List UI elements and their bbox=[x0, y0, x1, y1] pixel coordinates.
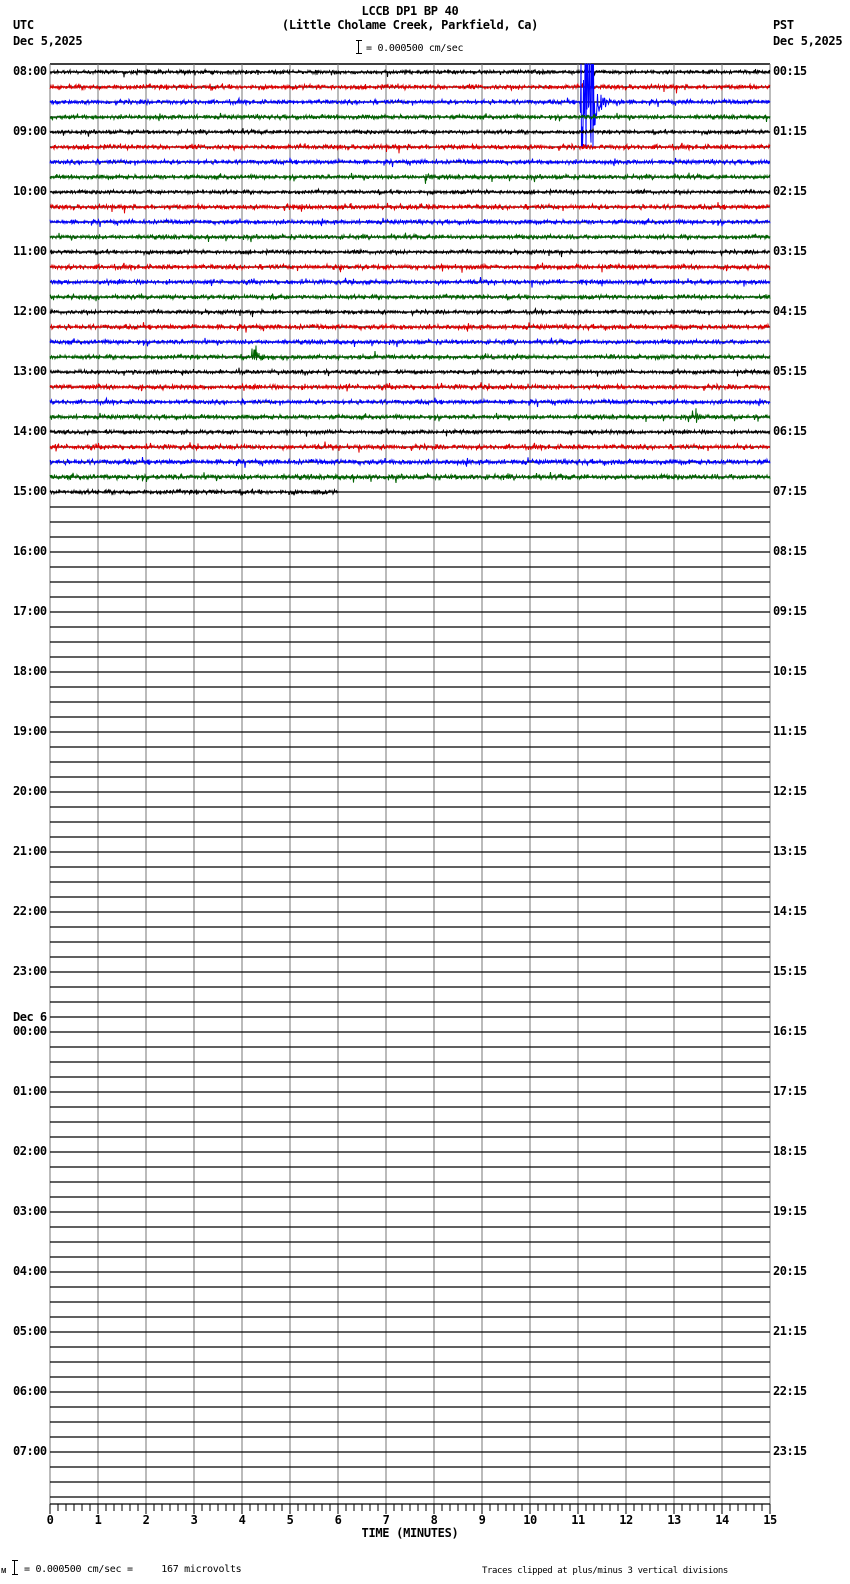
seismic-trace-row-1 bbox=[50, 83, 770, 93]
x-tick-label: 2 bbox=[142, 1513, 150, 1527]
left-time-label: 22:00 bbox=[13, 904, 47, 918]
right-time-label: 22:15 bbox=[773, 1384, 807, 1398]
right-date: Dec 5,2025 bbox=[773, 34, 843, 48]
right-time-label: 16:15 bbox=[773, 1024, 807, 1038]
left-time-label: 23:00 bbox=[13, 964, 47, 978]
x-tick-label: 7 bbox=[382, 1513, 390, 1527]
right-time-label: 12:15 bbox=[773, 784, 807, 798]
x-tick-label: 1 bbox=[94, 1513, 102, 1527]
x-tick-label: 14 bbox=[715, 1513, 729, 1527]
right-time-label: 11:15 bbox=[773, 724, 807, 738]
left-time-label: 00:00 bbox=[13, 1024, 47, 1038]
x-tick-label: 6 bbox=[334, 1513, 342, 1527]
footer-scale-prefix: ᴍ bbox=[1, 1566, 7, 1576]
right-time-label: 03:15 bbox=[773, 244, 807, 258]
left-time-label: 07:00 bbox=[13, 1444, 47, 1458]
right-time-label: 09:15 bbox=[773, 604, 807, 618]
left-time-label: 01:00 bbox=[13, 1084, 47, 1098]
left-time-label: 04:00 bbox=[13, 1264, 47, 1278]
right-time-label: 06:15 bbox=[773, 424, 807, 438]
left-time-label: 17:00 bbox=[13, 604, 47, 618]
left-time-label: 03:00 bbox=[13, 1204, 47, 1218]
x-axis-title: TIME (MINUTES) bbox=[361, 1526, 459, 1540]
seismic-trace-row-17 bbox=[50, 322, 770, 332]
right-time-label: 20:15 bbox=[773, 1264, 807, 1278]
x-tick-label: 0 bbox=[46, 1513, 54, 1527]
x-tick-label: 10 bbox=[523, 1513, 537, 1527]
amplitude-scale-label: = 0.000500 cm/sec bbox=[366, 43, 464, 54]
left-time-label: 10:00 bbox=[13, 184, 47, 198]
right-time-label: 23:15 bbox=[773, 1444, 807, 1458]
right-time-label: 13:15 bbox=[773, 844, 807, 858]
x-tick-label: 8 bbox=[430, 1513, 438, 1527]
seismic-trace-row-27 bbox=[50, 472, 770, 483]
seismic-trace-row-22 bbox=[50, 398, 770, 407]
x-tick-label: 11 bbox=[571, 1513, 585, 1527]
x-tick-label: 13 bbox=[667, 1513, 681, 1527]
seismic-trace-row-13 bbox=[50, 263, 770, 273]
x-tick-label: 4 bbox=[238, 1513, 246, 1527]
chart-title: LCCB DP1 BP 40 bbox=[361, 4, 459, 18]
seismic-trace-row-16 bbox=[50, 309, 770, 317]
right-time-label: 05:15 bbox=[773, 364, 807, 378]
seismic-trace-row-9 bbox=[50, 202, 770, 213]
left-time-label: 12:00 bbox=[13, 304, 47, 318]
left-time-label: 20:00 bbox=[13, 784, 47, 798]
right-time-label: 15:15 bbox=[773, 964, 807, 978]
seismic-trace-row-21 bbox=[50, 382, 770, 391]
seismic-trace-row-15 bbox=[50, 294, 770, 302]
station-subtitle: (Little Cholame Creek, Parkfield, Ca) bbox=[281, 18, 539, 32]
right-time-label: 01:15 bbox=[773, 124, 807, 138]
right-time-label: 14:15 bbox=[773, 904, 807, 918]
right-time-label: 02:15 bbox=[773, 184, 807, 198]
left-time-label: 19:00 bbox=[13, 724, 47, 738]
left-time-label: 21:00 bbox=[13, 844, 47, 858]
right-time-label: 18:15 bbox=[773, 1144, 807, 1158]
x-tick-label: 12 bbox=[619, 1513, 633, 1527]
left-time-label: 16:00 bbox=[13, 544, 47, 558]
right-time-label: 10:15 bbox=[773, 664, 807, 678]
x-tick-label: 9 bbox=[478, 1513, 486, 1527]
left-date: Dec 5,2025 bbox=[13, 34, 83, 48]
right-time-label: 21:15 bbox=[773, 1324, 807, 1338]
right-timezone: PST bbox=[773, 18, 794, 32]
right-time-label: 19:15 bbox=[773, 1204, 807, 1218]
footer-scale-text: = 0.000500 cm/sec = 167 microvolts bbox=[24, 1564, 242, 1575]
clip-note: Traces clipped at plus/minus 3 vertical divisions bbox=[482, 1566, 728, 1576]
left-time-label: 11:00 bbox=[13, 244, 47, 258]
left-time-label: 08:00 bbox=[13, 64, 47, 78]
left-time-label: 13:00 bbox=[13, 364, 47, 378]
seismic-trace-row-23 bbox=[50, 408, 770, 423]
left-time-label: 15:00 bbox=[13, 484, 47, 498]
seismic-trace-row-7 bbox=[50, 173, 770, 184]
left-time-label: 14:00 bbox=[13, 424, 47, 438]
seismic-trace-row-25 bbox=[50, 442, 770, 453]
left-time-label: 02:00 bbox=[13, 1144, 47, 1158]
seismic-trace-row-8 bbox=[50, 189, 770, 195]
seismic-trace-row-12 bbox=[50, 249, 770, 257]
right-time-label: 17:15 bbox=[773, 1084, 807, 1098]
x-tick-label: 15 bbox=[763, 1513, 777, 1527]
seismic-trace-row-3 bbox=[50, 113, 770, 122]
left-time-label: 06:00 bbox=[13, 1384, 47, 1398]
left-time-label: 18:00 bbox=[13, 664, 47, 678]
x-tick-label: 5 bbox=[286, 1513, 294, 1527]
right-time-label: 08:15 bbox=[773, 544, 807, 558]
date-change-label: Dec 6 bbox=[13, 1010, 47, 1024]
seismic-trace-row-2 bbox=[50, 64, 770, 147]
right-time-label: 07:15 bbox=[773, 484, 807, 498]
right-time-label: 04:15 bbox=[773, 304, 807, 318]
x-tick-label: 3 bbox=[190, 1513, 198, 1527]
seismic-trace-row-0 bbox=[50, 69, 770, 77]
seismic-trace-row-5 bbox=[50, 143, 770, 154]
seismic-trace-row-10 bbox=[50, 218, 770, 227]
footer-scale-bar-icon bbox=[14, 1560, 20, 1575]
seismic-trace-row-19 bbox=[50, 346, 770, 361]
left-timezone: UTC bbox=[13, 18, 34, 32]
left-time-label: 05:00 bbox=[13, 1324, 47, 1338]
left-time-label: 09:00 bbox=[13, 124, 47, 138]
right-time-label: 00:15 bbox=[773, 64, 807, 78]
